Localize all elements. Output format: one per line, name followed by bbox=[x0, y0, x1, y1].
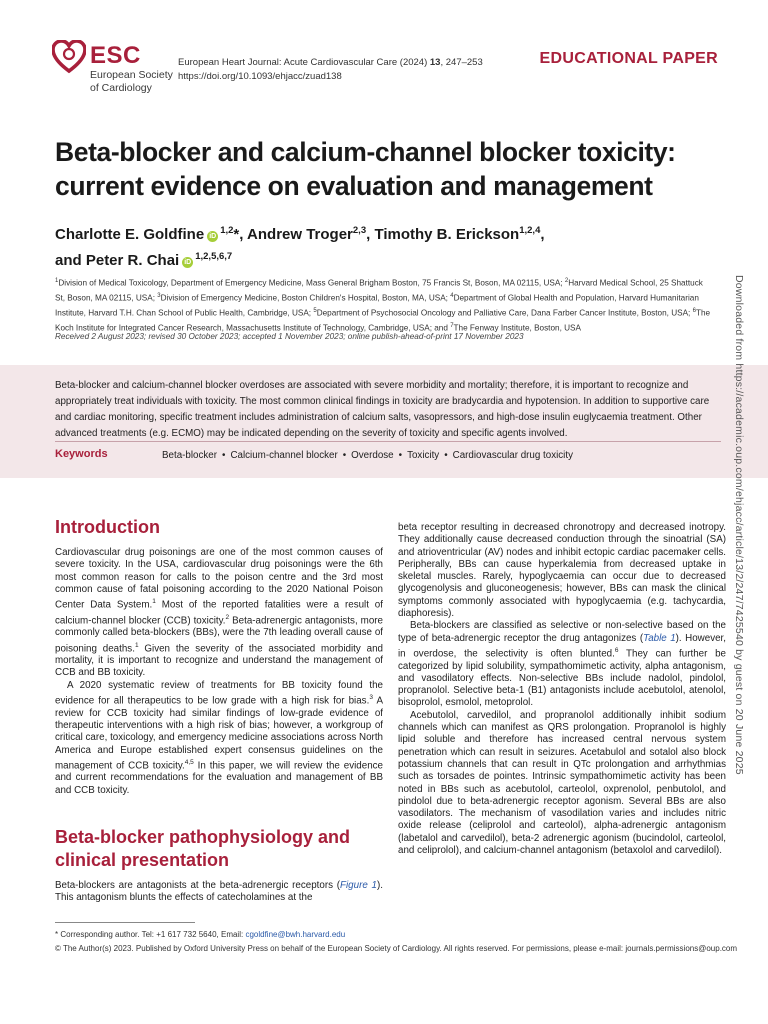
rc-paragraph-3: Acebutolol, carvedilol, and propranolol additionally inhibit sodium channels which can manifest as QRS prolongation. Propranolol is highly lipid soluble and therefore has increased central nervous system penetration which can result in seizures. Acetabulol and sotalol also block potassium channels that can result in QTc prolongation and arrhythmias such as torsades de pointes. Intrinsic sympathomimetic activity has been noted in BBs such as acebutolol, carteolol, oxprenolol, penbutolol, and pindolol due to beta-adrenergic receptor agonism. Several BBs are also vasodilators. The mechanism of vasodilation varies and includes nitric oxide release (celiprolol and carteolol), alpha-adrenergic antagonism (labetalol and carvedilol), beta-2 adrenergic agonism (bucindolol, carteolol, and celiprolol), and calcium-channel antagonism (betaxolol and carvedilol). bbox=[398, 709, 726, 856]
introduction-heading: Introduction bbox=[55, 517, 160, 537]
author-affiliation-sup: 1,2,5,6,7 bbox=[195, 251, 233, 262]
orcid-icon[interactable]: iD bbox=[209, 233, 217, 240]
introduction-body bbox=[55, 547, 383, 797]
corresponding-mark: * bbox=[233, 226, 240, 243]
journal-citation: European Heart Journal: Acute Cardiovascular Care (2024) 13, 247–253 bbox=[178, 57, 483, 68]
logo-subtitle-1: European Society bbox=[90, 69, 173, 81]
reference-sup[interactable]: 1 bbox=[134, 641, 139, 649]
corresponding-author-note: * Corresponding author. Tel: +1 617 732 5640, Email: cgoldfine@bwh.harvard.edu bbox=[55, 930, 346, 939]
keyword[interactable]: Cardiovascular drug toxicity bbox=[452, 450, 573, 461]
reference-sup[interactable]: 4,5 bbox=[184, 758, 194, 766]
download-side-text: Downloaded from https://academic.oup.com/ehjacc/article/13/2/247/7425540 by guest on 20 June 2025 bbox=[733, 275, 745, 775]
author-name[interactable]: Andrew Troger bbox=[247, 226, 353, 243]
keyword-bullet-icon: • bbox=[398, 450, 403, 461]
logo-text: ESC bbox=[90, 42, 141, 69]
bb-paragraph-1: Beta-blockers are antagonists at the beta-adrenergic receptors (Figure 1). This antagonism blunts the effects of catecholamines at the bbox=[55, 880, 383, 904]
orcid-icon[interactable]: iD bbox=[184, 259, 192, 266]
intro-paragraph-2: A 2020 systematic review of treatments for BB toxicity found the evidence for all therapeutics to be low grade with a high risk for bias.$^3$ A review for CCB toxicity had similar findings of low-grade evidence of therapeutic interventions with a high risk of bias; however, a workgroup of critical care, toxicology, and emergency medicine associations across North America and Europe established expert consensus guidelines on the management of CCB toxicity.$^{4,5}$ In this paper, we will review the evidence and current recommendations for the evaluation and management of BB and CCB toxicity. bbox=[55, 679, 384, 796]
received-dates: Received 2 August 2023; revised 30 October 2023; accepted 1 November 2023; online publish-ahead-of-print 17 November 2023 bbox=[55, 332, 524, 341]
right-column-body bbox=[398, 522, 726, 857]
author-conjunction: and bbox=[55, 252, 86, 269]
abstract-text: Beta-blocker and calcium-channel blocker overdoses are associated with severe morbidity and mortality; therefore, it is important to recognize and appropriately treat individuals with toxicity. The most common clinical findings in toxicity are bradycardia and hypotension. In addition to supportive care and cardiac monitoring, specific treatment includes administration of calcium salts, vasopressors, and high-dose insulin euglycaemia treatment. Other advanced treatments (e.g. ECMO) may be indicated depending on the severity of toxicity and specific agents involved. bbox=[55, 380, 710, 439]
doi-link[interactable]: https://doi.org/10.1093/ehjacc/zuad138 bbox=[178, 71, 342, 82]
author-affiliation-sup: 1,2 bbox=[220, 225, 234, 236]
keyword[interactable]: Beta-blocker bbox=[162, 450, 217, 461]
table-1-link[interactable]: Table 1 bbox=[643, 632, 676, 644]
reference-sup[interactable]: 1 bbox=[152, 598, 156, 606]
title-line-2: current evidence on evaluation and management bbox=[55, 171, 653, 201]
reference-sup[interactable]: 6 bbox=[614, 646, 619, 654]
beta-blocker-heading: Beta-blocker pathophysiology and clinical presentation bbox=[55, 827, 351, 870]
author-affiliation-sup: 1,2,4 bbox=[519, 225, 541, 236]
author-list: Charlotte E. Goldfine iD$^{1,2}$*, Andrew Troger$^{2,3}$, Timothy B. Erickson$^{1,2,4}$, and Peter R. Chai iD$^{1,2,5,6,7}$ bbox=[55, 225, 545, 269]
author-name[interactable]: Peter R. Chai bbox=[85, 252, 180, 269]
keyword[interactable]: Toxicity bbox=[407, 450, 440, 461]
keywords-divider bbox=[55, 441, 721, 442]
figure-1-link[interactable]: Figure 1 bbox=[340, 880, 377, 891]
abstract-panel bbox=[0, 365, 768, 478]
author-affiliation-sup: 2,3 bbox=[352, 225, 367, 236]
footnote-divider bbox=[55, 922, 195, 923]
keyword-bullet-icon: • bbox=[342, 450, 347, 461]
author-email-link[interactable]: cgoldfine@bwh.harvard.edu bbox=[245, 930, 346, 939]
intro-paragraph-1: Cardiovascular drug poisonings are one of the most common causes of severe toxicity. In the USA, cardiovascular drug poisonings were the 6th most common reason for calls to the poison centre and the 3rd most common cause of fatal poisoning according to the 2020 National Poison Center Data System.$^1$ Most of the reported fatalities were a result of calcium-channel blocker (CCB) toxicity.$^2$ Beta-adrenergic antagonists, more commonly called beta-blockers (BBs), were the 7th leading overall cause of poisoning deaths.$^1$ Given the severity of the associated morbidity and mortality, it is important to recognize and understand the management of CCB and BB toxicity. bbox=[55, 547, 383, 679]
rc-paragraph-1: beta receptor resulting in decreased chronotropy and decreased inotropy. They additionally cause decreased conduction through the sinoatrial (SA) and atrioventricular (AV) nodes and inhibit ectopic cardiac pacemaker cells. Peripherally, BBs can cause hyperkalemia from decreased uptake in skeletal muscles. Rarely, hypoglycaemia can occur due to decreased glycogenolysis and gluconeogenesis; however, BBs can mask the clinical symptoms commonly associated with hypoglycaemia (e.g. tachycardia, diaphoresis). bbox=[398, 522, 726, 620]
keywords-list bbox=[162, 450, 573, 461]
paper-type-label: EDUCATIONAL PAPER bbox=[539, 50, 718, 67]
reference-sup[interactable]: 2 bbox=[225, 613, 230, 621]
logo-subtitle-2: of Cardiology bbox=[90, 82, 152, 94]
keyword[interactable]: Calcium-channel blocker bbox=[230, 450, 338, 461]
rc-paragraph-2: Beta-blockers are classified as selective or non-selective based on the type of beta-adrenergic receptor the drug antagonizes (Table 1). However, in overdose, the selectivity is often blunted.$^6$ They can further be categorized by lipid solubility, sympathomimetic activity, alpha antagonism, and vasodilatory effects. Non-selective BBs include nadolol, pindolol, propranolol. Selective beta-1 (B1) antagonists include acebutolol, atenolol, bisoprolol, esmolol, metoprolol. bbox=[398, 620, 726, 709]
author-name[interactable]: Timothy B. Erickson bbox=[374, 226, 520, 243]
reference-sup[interactable]: 3 bbox=[369, 694, 373, 702]
paper-title bbox=[55, 135, 735, 203]
affiliations: $^1$Division of Medical Toxicology, Department of Emergency Medicine, Mass General Brigham Boston, 75 Francis St, Boson, MA 02115, USA; $^2$Harvard Medical School, 25 Shattuck St, Boson, MA 02115, USA; $^3$Division of Emergency Medicine, Boston Children's Hospital, Boston, MA, USA; $^4$Department of Global Health and Population, Harvard Humanitarian Institute, Harvard T.H. Chan School of Public Health, Cambridge, USA; $^5$Department of Psychosocial Oncology and Palliative Care, Dana Farber Cancer Institute, Boston, USA; $^6$The Koch Institute for Integrated Cancer Research, Massachusetts Institute of Technology, Cambridge, USA; and $^7$The Fenway Institute, Boston, USA bbox=[55, 278, 711, 333]
title-line-1: Beta-blocker and calcium-channel blocker toxicity: bbox=[55, 137, 676, 167]
keywords-label: Keywords bbox=[55, 448, 108, 460]
esc-heart-logo-icon bbox=[52, 40, 86, 74]
keyword[interactable]: Overdose bbox=[351, 450, 394, 461]
author-name[interactable]: Charlotte E. Goldfine bbox=[55, 226, 205, 243]
beta-blocker-body bbox=[55, 880, 383, 905]
keyword-bullet-icon: • bbox=[444, 450, 448, 461]
download-side-note bbox=[733, 275, 754, 795]
keyword-bullet-icon: • bbox=[222, 450, 226, 461]
copyright-note: © The Author(s) 2023. Published by Oxford University Press on behalf of the European Society of Cardiology. All rights reserved. For permissions, please e-mail: journals.permissions@oup.com bbox=[55, 944, 738, 953]
